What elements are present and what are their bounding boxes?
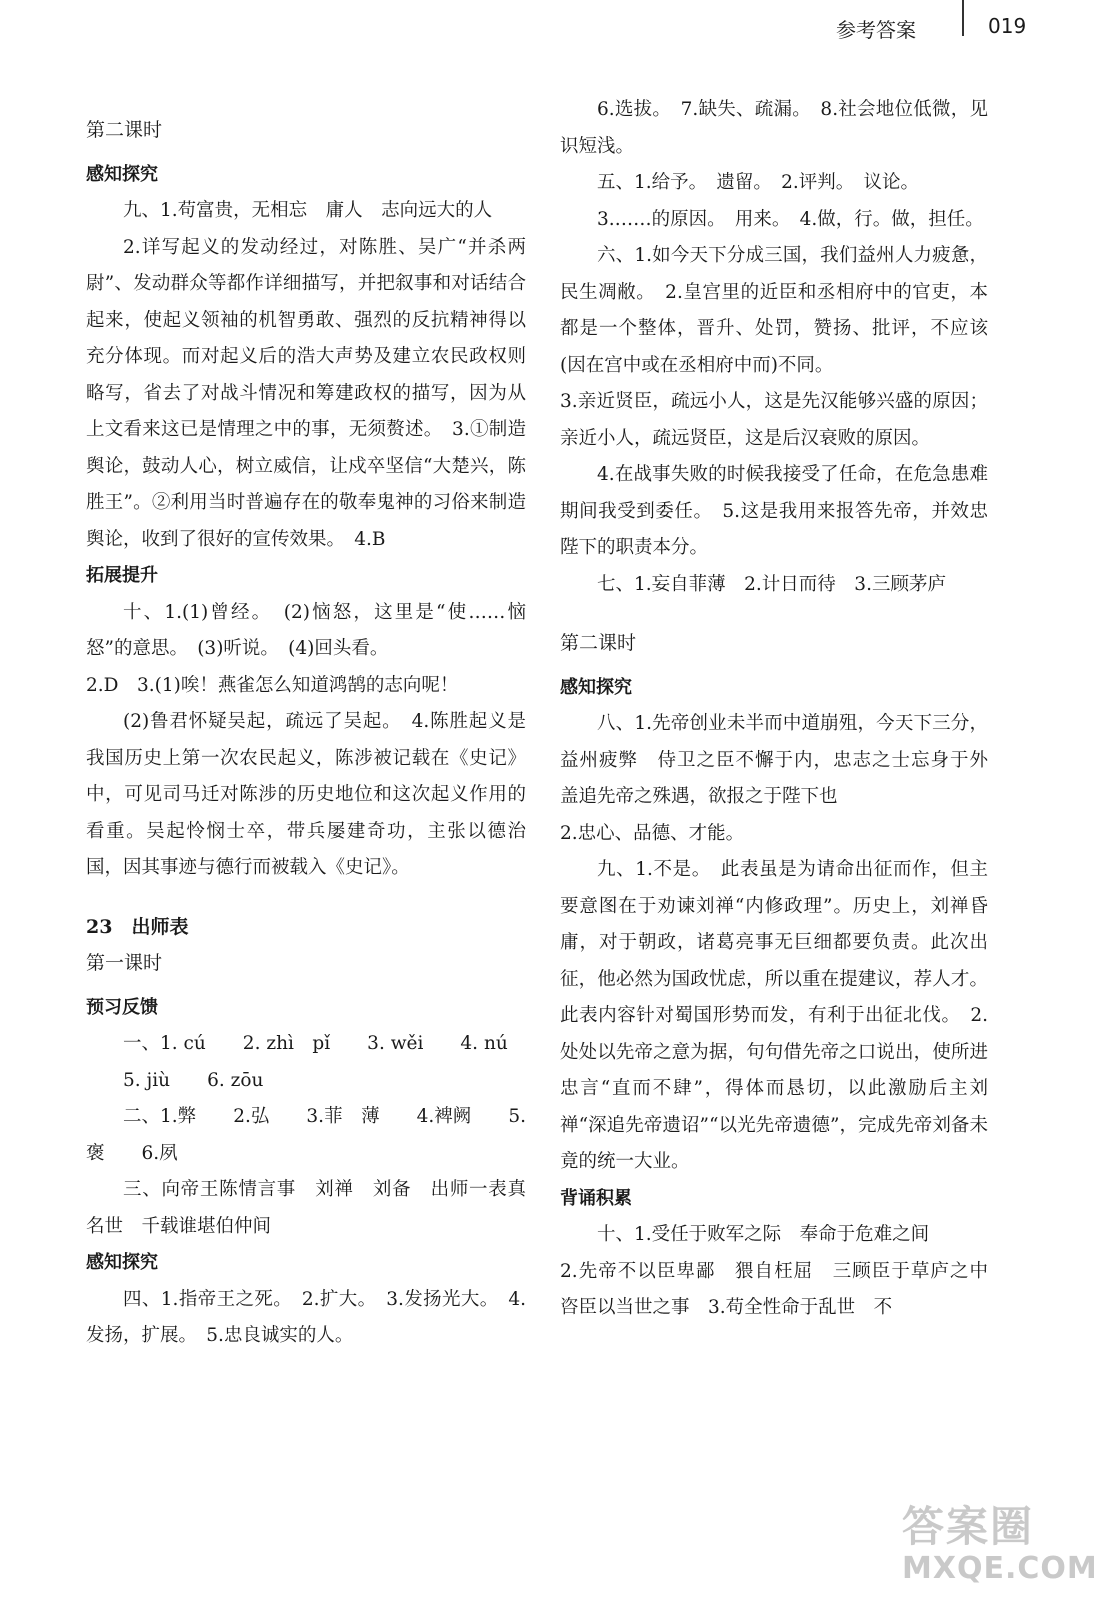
section-heading: 感知探究 [86, 1252, 158, 1273]
watermark-logo [902, 1502, 1102, 1597]
answer-paragraph: 五、1.给予。 遗留。 2.评判。 议论。 [597, 172, 920, 193]
page-header [0, 0, 1111, 60]
page-number: 019 [988, 14, 1027, 38]
answer-paragraph: 3.……的原因。 用来。 4.做，行。做，担任。 [597, 208, 984, 230]
lesson-heading: 第二课时 [560, 632, 637, 654]
answer-paragraph: (2)鲁君怀疑吴起，疏远了吴起。 4.陈胜起义是我国历史上第一次农民起义，陈涉被记载在《史记》中，可见司马迁对陈涉的历史地位和这次起义作用的看重。吴起怜悯士卒，带兵屡建奇功，主张以德治国，因其事迹与德行而被载入《史记》。 [86, 711, 526, 878]
header-divider [962, 0, 964, 36]
answer-paragraph: 一、1. cú 2. zhì pǐ 3. wěi 4. nú [123, 1033, 508, 1054]
answer-paragraph: 2.D 3.(1)唉！燕雀怎么知道鸿鹄的志向呢！ [86, 674, 459, 696]
left-column [86, 92, 526, 1355]
answer-paragraph: 七、1.妄自菲薄 2.计日而待 3.三顾茅庐 [597, 573, 946, 595]
answer-paragraph: 二、1.弊 2.弘 3.菲 薄 4.裨阙 5.褒 6.夙 [86, 1106, 526, 1164]
header-title: 参考答案 [836, 18, 916, 42]
answer-paragraph: 四、1.指帝王之死。 2.扩大。 3.发扬光大。 4.发扬，扩展。 5.忠良诚实的人。 [86, 1288, 526, 1346]
watermark-line2: MXQE.COM [902, 1551, 1098, 1586]
answer-paragraph: 九、1.苟富贵，无相忘 庸人 志向远大的人 [123, 200, 493, 221]
answer-paragraph: 十、1.受任于败军之际 奉命于危难之间 [597, 1224, 930, 1245]
section-heading: 感知探究 [86, 163, 158, 185]
section-heading: 预习反馈 [86, 996, 158, 1018]
answer-paragraph: 三、向帝王陈情言事 刘禅 刘备 出师一表真名世 千载谁堪伯仲间 [86, 1179, 526, 1237]
answer-paragraph: 2.先帝不以臣卑鄙 猥自枉屈 三顾臣于草庐之中 咨臣以当世之事 3.苟全性命于乱世 不 [560, 1260, 1007, 1318]
section-heading: 背诵积累 [560, 1187, 632, 1209]
answer-paragraph: 2.忠心、品德、才能。 [560, 822, 745, 844]
lesson-heading: 第二课时 [86, 119, 163, 141]
answer-paragraph: 六、1.如今天下分成三国，我们益州人力疲惫，民生凋敝。 2.皇宫里的近臣和丞相府中的官吏，本都是一个整体，晋升、处罚，赞扬、批评，不应该(因在宫中或在丞相府中而)不同。 [560, 245, 988, 376]
answer-paragraph: 2.详写起义的发动经过，对陈胜、吴广“并杀两尉”、发动群众等都作详细描写，并把叙事和对话结合起来，使起义领袖的机智勇敢、强烈的反抗精神得以充分体现。而对起义后的浩大声势及建立农民政权则略写，省去了对战斗情况和筹建政权的描写，因为从上文看来这已是情理之中的事，无须赘述。 3.①制造舆论，鼓动人心，树立威信，让戍卒坚信“大楚兴，陈胜王”。②利用当时普遍存在的敬奉鬼神的习俗来制造舆论，收到了很好的宣传效果。 4.B [86, 236, 526, 550]
answer-paragraph: 十、1.(1)曾经。 (2)恼怒，这里是“使……恼怒”的意思。 (3)听说。 (4)回头看。 [86, 601, 526, 659]
answer-paragraph: 4.在战事失败的时候我接受了任命，在危急患难期间我受到委任。 5.这是我用来报答先帝，并效忠陛下的职责本分。 [560, 464, 988, 558]
answer-paragraph: 3.亲近贤臣，疏远小人，这是先汉能够兴盛的原因；亲近小人，疏远贤臣，这是后汉衰败的原因。 [560, 391, 988, 449]
answer-paragraph: 八、1.先帝创业未半而中道崩殂，今天下三分，益州疲弊 侍卫之臣不懈于内，忠志之士忘身于外 盖追先帝之殊遇，欲报之于陛下也 [560, 713, 1007, 807]
section-heading: 拓展提升 [86, 565, 158, 586]
answer-paragraph: 6.选拔。 7.缺失、疏漏。 8.社会地位低微，见识短浅。 [560, 99, 988, 157]
right-column [560, 92, 1007, 1327]
answer-paragraph: 九、1.不是。 此表虽是为请命出征而作，但主要意图在于劝谏刘禅“内修政理”。历史上，刘禅昏庸，对于朝政，诸葛亮事无巨细都要负责。此次出征，他必然为国政忧虑，所以重在提建议，荐人才。此表内容针对蜀国形势而发，有利于出征北伐。 2.处处以先帝之意为据，句句借先帝之口说出，使所进忠言“直而不肆”，得体而恳切，以此激励后主刘禅“深追先帝遗诏”“以光先帝遗德”，完成先帝刘备未竟的统一大业。 [560, 859, 988, 1172]
answer-paragraph: 5. jiù 6. zōu [123, 1069, 264, 1091]
unit-title: 23 出师表 [86, 915, 189, 938]
section-heading: 感知探究 [560, 676, 632, 698]
watermark-line1: 答案圈 [902, 1502, 1035, 1551]
lesson-heading: 第一课时 [86, 952, 163, 974]
